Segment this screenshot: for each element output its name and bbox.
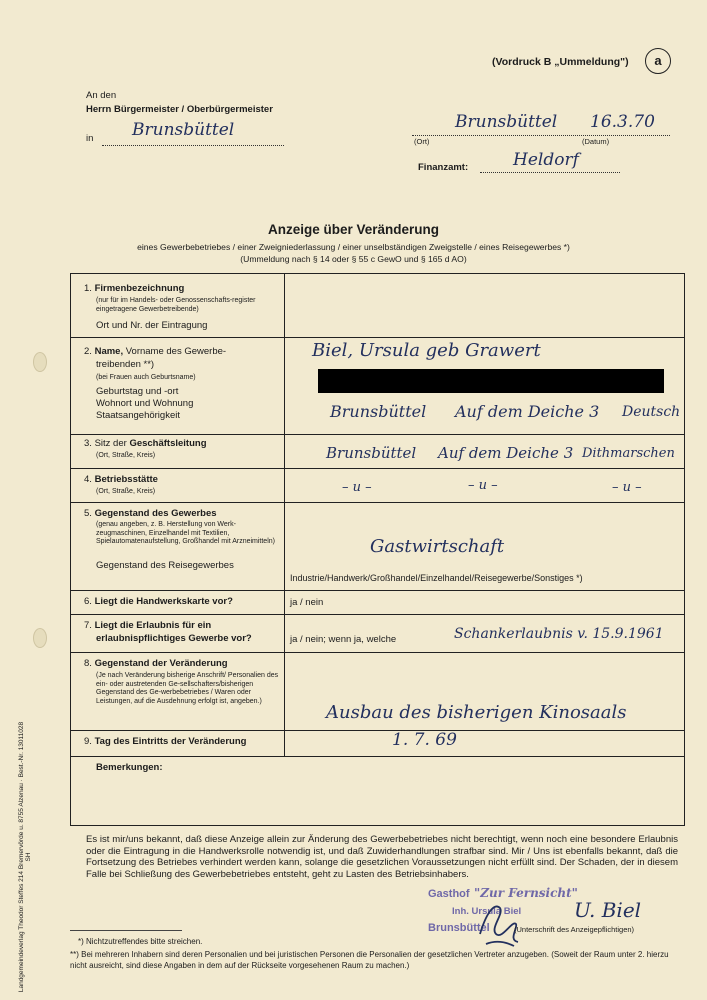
row9-title: Tag des Eintritts der Veränderung [94, 736, 247, 747]
row7-number: 7. [84, 620, 92, 631]
in-value: Brunsbüttel [132, 120, 235, 140]
in-field [102, 144, 284, 146]
form-title: Anzeige über Veränderung [267, 222, 440, 237]
row9-value: 1. 7. 69 [392, 730, 457, 750]
row2-place-value: Brunsbüttel [330, 402, 427, 421]
form-legal-basis: (Ummeldung nach § 14 oder § 55 c GewO und § 165 d AO) [240, 254, 467, 264]
row8-note: (Je nach Veränderung bisherige Anschrift/ Personalien des ein- oder austretenden Ge-sellschafters/bisherigen Gegenstand des Ge-werbebetriebes / Waren oder Leistungen, auf die Ausdehnung erfolgt ist, angeben.) [96, 672, 279, 705]
finanzamt-value: Heldorf [513, 150, 579, 170]
footnote-rule [70, 930, 182, 931]
row2-note: (bei Frauen auch Geburtsname) [96, 374, 196, 381]
form-label: (Vordruck B „Ummeldung") [492, 56, 629, 68]
legal-statement: Es ist mir/uns bekannt, daß diese Anzeige allein zur Änderung des Gewerbebetriebes nicht berechtigt, wenn noch eine besondere Erlaubnis oder die Eintragung in die Handwerksrolle notwendig ist, und daß Zuwiderhandlungen strafbar sind. Mir / Uns ist ebenfalls bekannt, daß die Fortsetzung des Betriebes verhindert werden kann, solange die gesetzlichen Voraussetzungen nicht erfüllt sind. Der Schaden, der in diesem Falle bei Schließung des Gewerbebetriebes entsteht, geht zu Lasten des Betriebsinhabers. [86, 834, 678, 880]
row7-answer: ja / nein; wenn ja, welche [290, 634, 397, 645]
remarks-label: Bemerkungen: [96, 762, 163, 773]
publisher-side-print: Landgemeindeverlag Theodor Steffes 214 Bremervörde u. 8755 Alzenau · Best.-Nr. 13011028 SH [18, 721, 32, 993]
row-divider [70, 337, 684, 338]
row1-note: (nur für im Handels- oder Genossenschafts-register eingetragene Gewerbetreibende) [96, 297, 256, 313]
row5-extra: Gegenstand des Reisegewerbes [96, 560, 234, 571]
row3-label [84, 438, 207, 450]
row2-nationality: Staatsangehörigkeit [96, 410, 180, 421]
stamp-line2: Inh. Ursula Biel [452, 906, 522, 917]
address-line2: Herrn Bürgermeister / Oberbürgermeister [86, 104, 273, 115]
stamp-line3: Brunsbüttel [428, 922, 490, 934]
row2-title-rest2: treibenden **) [96, 359, 155, 370]
row6-answer: ja / nein [290, 597, 324, 608]
row1-number: 1. [84, 283, 92, 294]
stamp-line1b: "Zur Fernsicht" [474, 886, 578, 900]
table-right-border [684, 273, 685, 826]
table-left-border [70, 273, 71, 826]
row6-label [84, 596, 233, 608]
row3-number: 3. [84, 438, 92, 449]
row-divider [70, 434, 684, 435]
row-divider [70, 730, 684, 731]
signature-caption: (Unterschrift des Anzeigepflichtigen) [514, 925, 635, 934]
row3-note: (Ort, Straße, Kreis) [96, 452, 156, 459]
row8-number: 8. [84, 658, 92, 669]
form-subtitle: eines Gewerbebetriebes / einer Zweigniederlassung / einer unselbständigen Zweigstelle / eines Reisegewerbes *) [137, 242, 570, 252]
row2-label [84, 346, 279, 358]
row6-number: 6. [84, 596, 92, 607]
row-divider [70, 590, 684, 591]
signature: U. Biel [574, 898, 642, 922]
finanzamt-field [480, 171, 620, 173]
circle-letter: a [645, 48, 671, 74]
row2-name-value: Biel, Ursula geb Grawert [312, 340, 541, 361]
signature-scribble [472, 894, 532, 950]
row1-extra: Ort und Nr. der Eintragung [96, 320, 208, 331]
row-divider [70, 614, 684, 615]
redaction-bar [318, 369, 664, 393]
column-divider [284, 273, 285, 756]
row-divider [70, 468, 684, 469]
date-value: 16.3.70 [590, 112, 655, 132]
row4-place-value: – u – [342, 480, 372, 495]
row7-label [84, 620, 211, 632]
row1-title: Firmenbezeichnung [94, 283, 185, 294]
row7-value: Schankerlaubnis v. 15.9.1961 [454, 626, 664, 642]
row2-birth: Geburtstag und -ort [96, 386, 179, 397]
finanzamt-label: Finanzamt: [418, 162, 469, 173]
table-top-border [70, 273, 684, 274]
stamp-line1: Gasthof [428, 888, 470, 900]
row2-title-rest: Vorname des Gewerbe- [125, 346, 227, 357]
punch-hole-top [33, 352, 47, 372]
row5-label [84, 508, 217, 520]
row2-nationality-value: Deutsch [622, 404, 681, 420]
place-value: Brunsbüttel [455, 112, 558, 132]
address-line1: An den [86, 90, 117, 101]
row-divider [70, 756, 684, 757]
row3-district-value: Dithmarschen [582, 446, 675, 461]
row4-title: Betriebsstätte [94, 474, 158, 485]
footnote-2: **) Bei mehreren Inhabern sind deren Personalien und bei juristischen Personen die Personalien der gesetzlichen Vertreter anzugeben. (Soweit der Raum unter 2. hierzu nicht ausreicht, sind diese Angaben in dem auf der Rückseite vorgesehenen Raum zu machen.) [70, 950, 669, 970]
row4-number: 4. [84, 474, 92, 485]
row7-title: Liegt die Erlaubnis für ein [94, 620, 212, 631]
row8-label [84, 658, 228, 670]
in-label: in [86, 133, 94, 144]
row8-title: Gegenstand der Veränderung [94, 658, 228, 669]
row-divider [70, 502, 684, 503]
place-date-field [412, 134, 670, 136]
row5-value: Gastwirtschaft [370, 536, 505, 557]
punch-hole-bottom [33, 628, 47, 648]
row4-district-value: – u – [612, 480, 642, 495]
row6-title: Liegt die Handwerkskarte vor? [94, 596, 233, 607]
table-bottom-border [70, 825, 684, 826]
row5-note: (genau angeben, z. B. Herstellung von Werk-zeugmaschinen, Einzelhandel mit Textilien, Spielautomatenaufstellung, Großhandel mit Arzneimitteln) [96, 521, 275, 545]
row2-street-value: Auf dem Deiche 3 [455, 402, 600, 421]
place-caption: (Ort) [414, 137, 430, 146]
row8-value: Ausbau des bisherigen Kinosaals [326, 702, 627, 723]
row2-residence: Wohnort und Wohnung [96, 398, 194, 409]
row4-note: (Ort, Straße, Kreis) [96, 488, 156, 495]
row9-label [84, 736, 246, 748]
row3-title-pre: Sitz der [94, 438, 127, 449]
row1-label [84, 283, 279, 295]
row5-title: Gegenstand des Gewerbes [94, 508, 217, 519]
row2-title: Name, [94, 346, 124, 357]
row5-number: 5. [84, 508, 92, 519]
row3-street-value: Auf dem Deiche 3 [438, 444, 574, 462]
row2-number: 2. [84, 346, 92, 357]
row4-label [84, 474, 158, 486]
row9-number: 9. [84, 736, 92, 747]
row3-place-value: Brunsbüttel [326, 444, 417, 462]
row7-title2: erlaubnispflichtiges Gewerbe vor? [96, 633, 252, 644]
row4-street-value: – u – [468, 478, 498, 493]
row5-options: Industrie/Handwerk/Großhandel/Einzelhandel/Reisegewerbe/Sonstiges *) [290, 573, 583, 583]
row3-title: Geschäftsleitung [129, 438, 207, 449]
date-caption: (Datum) [582, 137, 610, 146]
footnote-1: *) Nichtzutreffendes bitte streichen. [78, 937, 203, 946]
row-divider [70, 652, 684, 653]
